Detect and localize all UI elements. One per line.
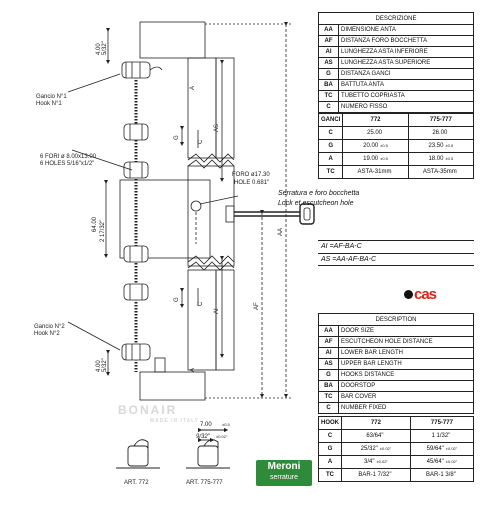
hook-1: [122, 62, 162, 78]
it-legend-text: TUBETTO COPRIASTA: [339, 91, 474, 102]
it-dims-code: C: [319, 127, 343, 140]
it-dims-col-code: GANCI: [319, 114, 343, 127]
en-dims-value-772: 25/32": [360, 446, 378, 452]
it-legend-table: [318, 12, 474, 113]
it-legend-rows: [319, 25, 474, 113]
dim-c-lower: C: [198, 301, 204, 306]
dim-aa-label: AA: [278, 227, 284, 236]
it-dims-col-772: 772: [343, 114, 408, 127]
en-dims-col-775: 775-777: [410, 417, 473, 430]
lock-note-it: Serratura e foro bocchetta: [278, 190, 360, 197]
en-legend-text: BAR COVER: [339, 392, 474, 403]
it-dims-cell-772: [343, 153, 408, 166]
key-icon: [226, 204, 314, 224]
en-dims-cell-772: [342, 430, 411, 443]
it-dims-value-772: 25.00: [367, 130, 383, 136]
it-legend-row: [319, 47, 474, 58]
it-legend-code: BA: [319, 80, 339, 91]
it-dims-cell-775: [408, 127, 473, 140]
en-legend-row: [319, 326, 474, 337]
en-legend-text: HOOKS DISTANCE: [339, 370, 474, 381]
it-legend-header: DESCRIZIONE: [319, 13, 474, 25]
it-dims-tol-775: ±0.5: [445, 143, 454, 148]
foro-label-en: HOLE 0.681": [234, 180, 270, 186]
en-dims-code: C: [319, 430, 342, 443]
en-legend-code: AA: [319, 326, 339, 337]
it-dims-value-775: 26.00: [432, 130, 448, 136]
en-dims-cell-772: [342, 443, 411, 456]
en-dims-value-772: 63/64": [366, 433, 384, 439]
bottom-dim-in: 5/32": [102, 358, 108, 372]
it-legend-code: G: [319, 69, 339, 80]
en-legend-code: TC: [319, 392, 339, 403]
hook2-label-it: Gancio N°2: [34, 324, 65, 330]
door-frame-lower: [188, 270, 216, 370]
it-legend-row: [319, 36, 474, 47]
en-legend-text: LOWER BAR LENGTH: [339, 348, 474, 359]
it-legend-row: [319, 102, 474, 113]
en-legend-row: [319, 348, 474, 359]
it-dims-cell-775: [408, 140, 473, 153]
it-legend-text: DIMENSIONE ANTA: [339, 25, 474, 36]
formula-ai: AI =AF-BA-C: [321, 243, 362, 250]
it-legend-code: AI: [319, 47, 339, 58]
en-legend-code: AF: [319, 337, 339, 348]
en-dims-value-775: BAR-1 3/8": [426, 472, 456, 478]
en-legend-text: UPPER BAR LENGTH: [339, 359, 474, 370]
en-dims-row: [319, 430, 474, 443]
en-dims-col-code: HOOK: [319, 417, 342, 430]
it-legend-code: AF: [319, 36, 339, 47]
en-dims-tol-772: ±0.02": [379, 446, 392, 451]
it-legend-text: BATTUTA ANTA: [339, 80, 474, 91]
en-dims-cell-775: [410, 430, 473, 443]
it-legend-code: C: [319, 102, 339, 113]
en-legend-row: [319, 403, 474, 414]
it-legend-row: [319, 91, 474, 102]
it-dims-tol-772: ±0.5: [380, 156, 388, 161]
hook1-label-en: Hook N°1: [36, 101, 62, 107]
svg-text:BONAIR: BONAIR: [118, 403, 178, 417]
detail-tol-in: ±0.02": [216, 434, 228, 439]
detail-tol-mm: ±0.5: [222, 422, 230, 427]
en-legend-code: AS: [319, 359, 339, 370]
dim-a-lower: A: [190, 367, 196, 372]
en-dims-row: [319, 443, 474, 456]
it-dims-cell-772: [343, 127, 408, 140]
it-dims-cell-772: [343, 166, 408, 179]
it-dims-value-772: 20.00: [363, 143, 379, 149]
en-dims-code: TC: [319, 469, 342, 482]
en-dims-code: G: [319, 443, 342, 456]
dim-c-upper: C: [198, 139, 204, 144]
lock-note-en: Lock et escutcheon hole: [278, 200, 354, 207]
it-dims-col-775: 775-777: [408, 114, 473, 127]
svg-text:MADE IN ITALY: MADE IN ITALY: [150, 418, 200, 424]
en-dims-table: [318, 416, 474, 482]
it-legend-row: [319, 25, 474, 36]
dim-g-lower: G: [174, 297, 180, 302]
en-dims-tol-772: ±0.02": [376, 459, 388, 464]
dim-a-upper: A: [190, 85, 196, 90]
en-legend-row: [319, 370, 474, 381]
en-legend-row: [319, 337, 474, 348]
en-dims-cell-775: [410, 443, 473, 456]
cas-logo-mark: [404, 290, 413, 299]
en-dims-row: [319, 469, 474, 482]
it-legend-text: DISTANZA FORO BOCCHETTA: [339, 36, 474, 47]
holes-label-it: 6 FORI ø 8.00x13.00: [40, 154, 97, 160]
hook-2: [122, 344, 150, 360]
en-dims-code: A: [319, 456, 342, 469]
holes-label-en: 6 HOLES 5/16"x1/2": [40, 161, 95, 167]
hook2-label-en: Hook N°2: [34, 331, 60, 337]
door-frame-right: [216, 58, 234, 158]
it-dims-cell-775: [408, 166, 473, 179]
it-dims-row: [319, 127, 474, 140]
en-dims-value-775: 1 1/32": [431, 433, 451, 439]
it-legend-text: DISTANZA GANCI: [339, 69, 474, 80]
it-dims-cell-772: [343, 140, 408, 153]
en-dims-tol-775: ±0.02": [445, 446, 458, 451]
lower-bracket: [140, 372, 205, 400]
it-dims-value-775: 23.50: [428, 143, 444, 149]
en-dims-value-772: 3/4": [363, 459, 375, 465]
en-legend-row: [319, 381, 474, 392]
it-legend-code: AA: [319, 25, 339, 36]
it-legend-text: LUNGHEZZA ASTA SUPERIORE: [339, 58, 474, 69]
en-legend-header: DESCRIPTION: [319, 314, 474, 326]
en-dims-cell-772: [342, 469, 411, 482]
it-legend-text: NUMERO FISSO: [339, 102, 474, 113]
dim-ai-label: AI: [214, 308, 220, 314]
it-dims-code: A: [319, 153, 343, 166]
body-dim-in: 2 17/32": [100, 219, 106, 242]
en-legend-row: [319, 392, 474, 403]
it-legend-code: TC: [319, 91, 339, 102]
cas-logo-text: cas: [414, 286, 437, 303]
meroni-logo: [256, 460, 312, 486]
dim-g-upper: G: [174, 135, 180, 140]
meroni-logo-sub: serrature: [269, 474, 298, 481]
it-dims-value-775: 18.00: [428, 156, 444, 162]
top-dim-mm: 4.00: [96, 43, 102, 55]
foro-label-it: FORO ø17.30: [232, 172, 270, 178]
it-dims-code: G: [319, 140, 343, 153]
en-dims-row: [319, 456, 474, 469]
it-dims-tol-772: ±0.5: [380, 143, 388, 148]
en-legend-code: AI: [319, 348, 339, 359]
en-legend-text: NUMBER FIXED: [339, 403, 474, 414]
it-legend-code: AS: [319, 58, 339, 69]
en-dims-value-772: BAR-1 7/32": [358, 472, 392, 478]
formula-box: [318, 240, 474, 266]
hook1-label-it: Gancio N°1: [36, 94, 67, 100]
it-dims-tol-775: ±0.5: [445, 156, 454, 161]
en-legend-text: ESCUTCHEON HOLE DISTANCE: [339, 337, 474, 348]
it-legend-row: [319, 69, 474, 80]
it-dims-value-772: ASTA-31mm: [357, 169, 392, 175]
art-772-label: ART. 772: [124, 480, 149, 486]
en-legend-code: BA: [319, 381, 339, 392]
en-dims-cell-772: [342, 456, 411, 469]
bottom-dim-mm: 4.00: [96, 360, 102, 372]
it-dims-cell-775: [408, 153, 473, 166]
en-legend-code: G: [319, 370, 339, 381]
it-dims-value-772: 19.00: [363, 156, 379, 162]
en-legend-text: DOORSTOP: [339, 381, 474, 392]
hook-detail-772: [116, 440, 160, 468]
en-dims-col-772: 772: [342, 417, 411, 430]
it-legend-text: LUNGHEZZA ASTA INFERIORE: [339, 47, 474, 58]
it-dims-value-775: ASTA-35mm: [422, 169, 457, 175]
it-dims-row: [319, 153, 474, 166]
formula-as: AS =AA-AF-BA-C: [318, 253, 474, 265]
it-legend-row: [319, 80, 474, 91]
watermark: [118, 403, 199, 424]
it-dims-table: [318, 113, 474, 179]
dim-af-label: AF: [254, 302, 260, 310]
hook-mid-upper: [124, 124, 148, 140]
upper-bracket: [140, 22, 205, 58]
en-dims-cell-775: [410, 469, 473, 482]
it-dims-row: [319, 166, 474, 179]
en-legend-text: DOOR SIZE: [339, 326, 474, 337]
top-dim-in: 5/32": [102, 41, 108, 55]
body-dim-mm: 64.00: [92, 216, 98, 232]
en-dims-value-775: 59/64": [426, 446, 444, 452]
detail-dim-in: 9/32": [196, 434, 210, 440]
it-dims-row: [319, 140, 474, 153]
detail-dim-mm: 7.00: [200, 422, 212, 428]
cas-logo: [404, 286, 436, 303]
hook-mid-lower: [124, 284, 148, 300]
art-775-label: ART. 775-777: [186, 480, 223, 486]
en-dims-cell-775: [410, 456, 473, 469]
en-legend-code: C: [319, 403, 339, 414]
it-dims-code: TC: [319, 166, 343, 179]
en-dims-value-775: 45/64": [426, 459, 444, 465]
en-legend-table: [318, 313, 474, 414]
en-dims-tol-775: ±0.02": [445, 459, 458, 464]
en-legend-row: [319, 359, 474, 370]
dim-as-label: AS: [214, 123, 220, 132]
meroni-logo-name: Meroni: [267, 461, 301, 472]
it-legend-row: [319, 58, 474, 69]
